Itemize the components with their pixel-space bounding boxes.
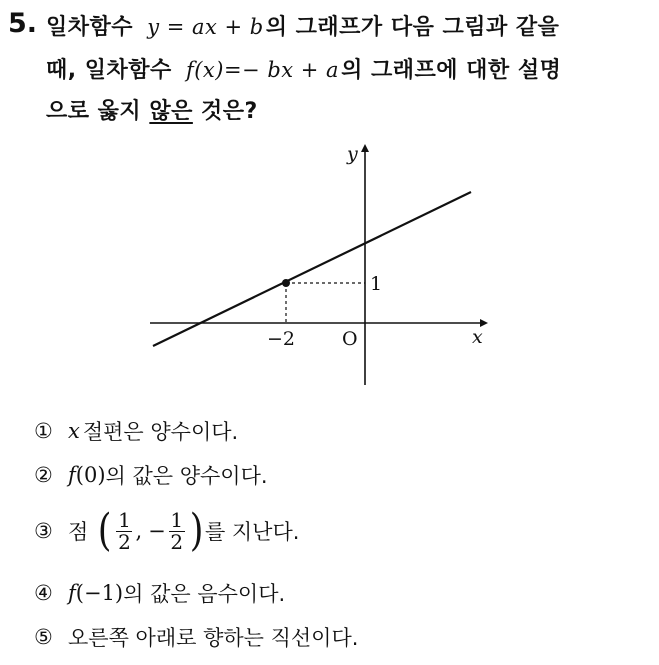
choice-number: ④ — [34, 581, 53, 605]
choice-text: 의 값은 양수이다. — [105, 464, 268, 488]
choice-3[interactable] — [34, 500, 299, 562]
math-function: f — [68, 463, 76, 487]
choice-2[interactable] — [34, 460, 268, 490]
question-text: 때, 일차함수 — [46, 58, 172, 83]
choice-number: ② — [34, 463, 53, 487]
choice-text: 의 값은 음수이다. — [123, 582, 286, 606]
fraction — [116, 507, 132, 554]
y-axis-arrow-icon — [361, 144, 369, 152]
choice-text: 오른쪽 아래로 향하는 직선이다. — [68, 626, 359, 650]
choice-number: ③ — [34, 519, 53, 543]
x-tick-label: −2 — [267, 328, 296, 350]
question-text: 의 그래프가 다음 그림과 같을 — [265, 15, 560, 40]
math-function: f — [68, 581, 76, 605]
math-argument: (−1) — [75, 581, 124, 605]
question-text: 일차함수 — [46, 15, 134, 40]
choice-5[interactable] — [34, 622, 358, 652]
choice-number: ① — [34, 419, 53, 443]
math-expression: y = ax + b — [147, 15, 264, 39]
minus-sign: − — [148, 519, 166, 543]
x-axis-label: x — [472, 326, 483, 348]
math-variable: x — [68, 419, 80, 443]
question-text: 것은? — [201, 99, 258, 124]
right-paren: ) — [189, 505, 204, 556]
y-axis-label: y — [347, 143, 358, 165]
fraction-numerator: 1 — [170, 507, 184, 532]
left-paren: ( — [98, 505, 112, 556]
math-expression: f(x)=− bx + a — [185, 58, 340, 82]
y-tick-label: 1 — [370, 273, 383, 295]
graph-point — [282, 279, 290, 287]
fraction-denominator: 2 — [118, 529, 131, 554]
choice-text: 절편은 양수이다. — [82, 420, 239, 444]
question-number: 5. — [8, 8, 38, 39]
choice-prefix: 점 — [68, 520, 89, 544]
fraction-denominator: 2 — [170, 529, 184, 554]
origin-label: O — [342, 328, 358, 350]
choice-1[interactable] — [34, 416, 238, 446]
choice-number: ⑤ — [34, 625, 53, 649]
choice-4[interactable] — [34, 578, 285, 608]
emphasis-underline: 않은 — [149, 99, 193, 124]
choice-text: 를 지난다. — [204, 520, 300, 544]
fraction-numerator: 1 — [118, 507, 131, 532]
question-text: 으로 옳지 — [46, 99, 142, 124]
fraction — [169, 507, 185, 554]
comma: , — [135, 519, 143, 543]
math-argument: (0) — [75, 463, 106, 487]
question-text: 의 그래프에 대한 설명 — [341, 58, 562, 83]
